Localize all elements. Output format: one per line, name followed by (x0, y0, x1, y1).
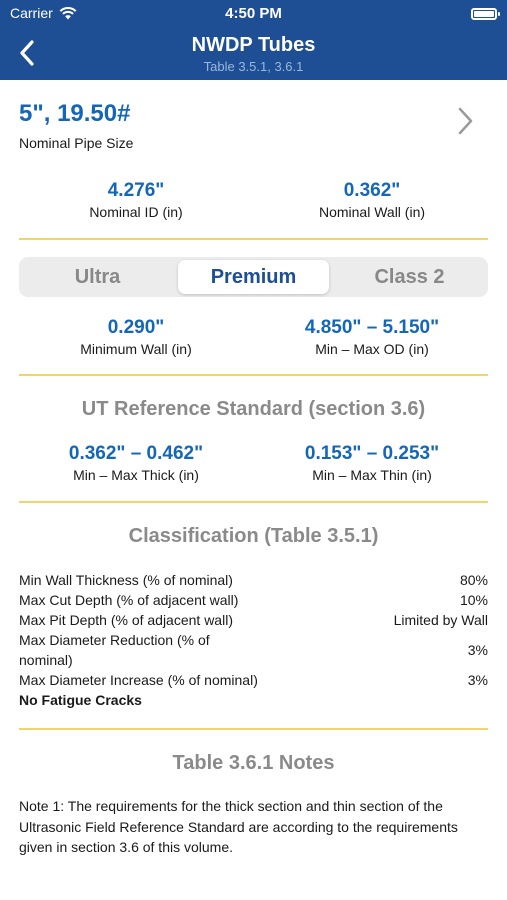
divider (19, 501, 488, 503)
minimum-wall-value: 0.290" (107, 317, 165, 338)
nominal-dimensions (0, 180, 507, 224)
table-row (19, 630, 488, 670)
table-row (19, 570, 488, 590)
classification-title: Classification (Table 3.5.1) (128, 525, 379, 547)
minimum-wall-label: Minimum Wall (in) (80, 341, 192, 357)
status-bar (0, 0, 507, 28)
row-label: Max Pit Depth (% of adjacent wall) (19, 612, 233, 628)
carrier-label: Carrier (10, 5, 53, 21)
table-footer-row (19, 690, 488, 710)
fatigue-note: No Fatigue Cracks (19, 692, 142, 708)
main-content (0, 80, 507, 900)
nominal-wall-value: 0.362" (343, 180, 401, 201)
thin-range-value: 0.153" – 0.253" (304, 443, 440, 464)
divider (19, 728, 488, 730)
ut-section-title: UT Reference Standard (section 3.6) (81, 398, 426, 420)
grade-segmented-control (19, 257, 488, 297)
row-value: 10% (459, 592, 488, 608)
notes-title: Table 3.6.1 Notes (172, 752, 335, 774)
table-row (19, 590, 488, 610)
tab-class-2[interactable]: Class 2 (374, 266, 445, 288)
pipe-size-label: Nominal Pipe Size (19, 135, 134, 151)
nominal-id-value: 4.276" (107, 180, 165, 201)
od-range-label: Min – Max OD (in) (315, 341, 429, 357)
nominal-wall (252, 180, 492, 222)
nominal-id (16, 180, 256, 222)
classification-table (19, 570, 488, 710)
nominal-wall-label: Nominal Wall (in) (318, 204, 426, 220)
nominal-id-label: Nominal ID (in) (89, 204, 183, 220)
table-row (19, 670, 488, 690)
thick-range-label: Min – Max Thick (in) (73, 467, 199, 483)
battery-icon (471, 8, 497, 20)
nav-subtitle: Table 3.5.1, 3.6.1 (203, 59, 304, 74)
row-value: 80% (459, 572, 488, 588)
nav-title: NWDP Tubes (191, 34, 316, 56)
thick-range-value: 0.362" – 0.462" (68, 443, 204, 464)
status-time: 4:50 PM (225, 5, 282, 22)
minimum-wall (16, 317, 256, 359)
tab-ultra[interactable]: Ultra (74, 266, 121, 288)
table-row (19, 610, 488, 630)
grade-dimensions (0, 317, 507, 361)
thin-range (252, 443, 492, 485)
thin-range-label: Min – Max Thin (in) (312, 467, 432, 483)
row-label: Max Diameter Increase (% of nominal) (19, 672, 258, 688)
row-label: Max Diameter Reduction (% of nominal) (19, 632, 210, 668)
row-label: Max Cut Depth (% of adjacent wall) (19, 592, 239, 608)
row-value: 3% (467, 642, 488, 658)
nav-bar (0, 28, 507, 80)
od-range (252, 317, 492, 359)
row-label: Min Wall Thickness (% of nominal) (19, 572, 233, 588)
divider (19, 238, 488, 240)
od-range-value: 4.850" – 5.150" (304, 317, 440, 338)
pipe-size-value: 5", 19.50# (19, 100, 131, 127)
notes-text: Note 1: The requirements for the thick section and thin section of the Ultrasonic Field Reference Standard are according to the requirements given in section 3.6 of this volume. (19, 798, 458, 855)
tab-premium[interactable]: Premium (178, 260, 329, 294)
ut-dimensions (0, 443, 507, 487)
row-value: 3% (467, 672, 488, 688)
thick-range (16, 443, 256, 485)
divider (19, 374, 488, 376)
row-value: Limited by Wall (393, 612, 488, 628)
chevron-right-icon[interactable] (453, 106, 477, 136)
